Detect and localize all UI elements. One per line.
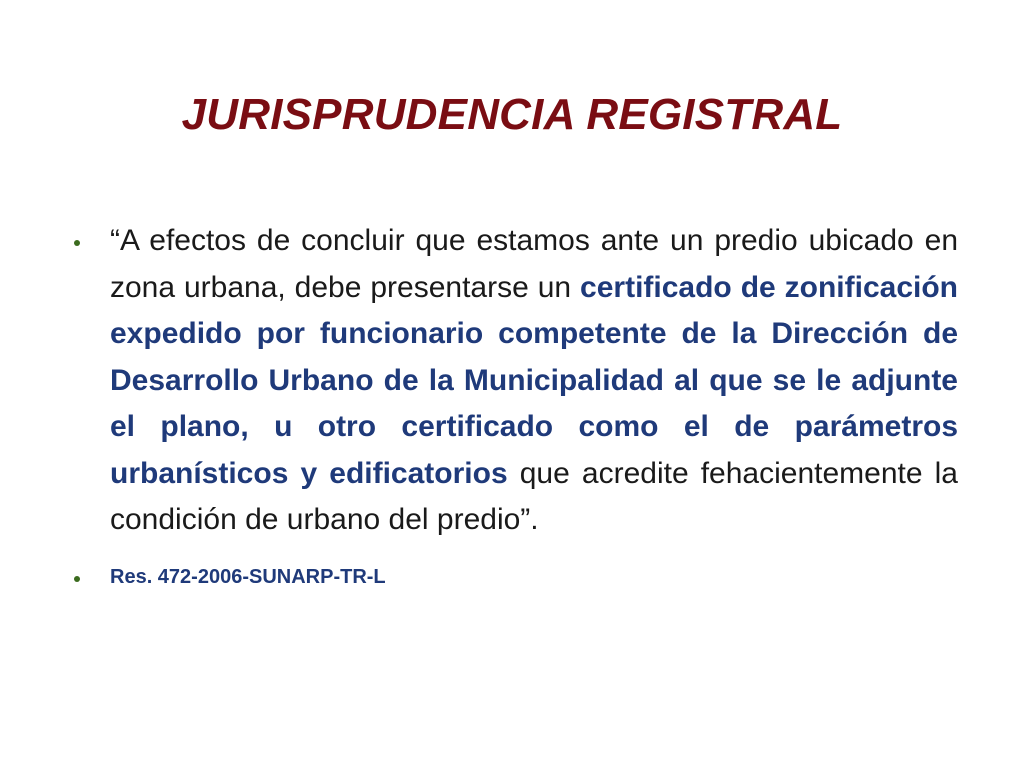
quote-text-start: “A efectos de concluir que estamos ante un predio ubicado en zona urbana, debe presentarse un <box>110 224 958 304</box>
slide-title: JURISPRUDENCIA REGISTRAL <box>181 90 843 139</box>
bullet-dot-icon <box>74 240 80 246</box>
bullet-dot-icon <box>74 576 80 582</box>
quote-emphasis: certificado de zonificación expedido por funcionario competente de la Dirección de Desarrollo Urbano de la Municipalidad al que se le adjunte el plano, u otro certificado como el de parámetros urbanísticos y edificatorios <box>110 270 958 490</box>
bullet-list <box>64 218 958 610</box>
resolution-reference: Res. 472-2006-SUNARP-TR-L <box>110 565 386 588</box>
bullet-item-quote <box>64 218 958 544</box>
quote-paragraph <box>110 218 958 544</box>
quote-text-end: que acredite fehacientemente la condición de urbano del predio”. <box>110 456 958 536</box>
bullet-item-reference <box>64 562 958 592</box>
